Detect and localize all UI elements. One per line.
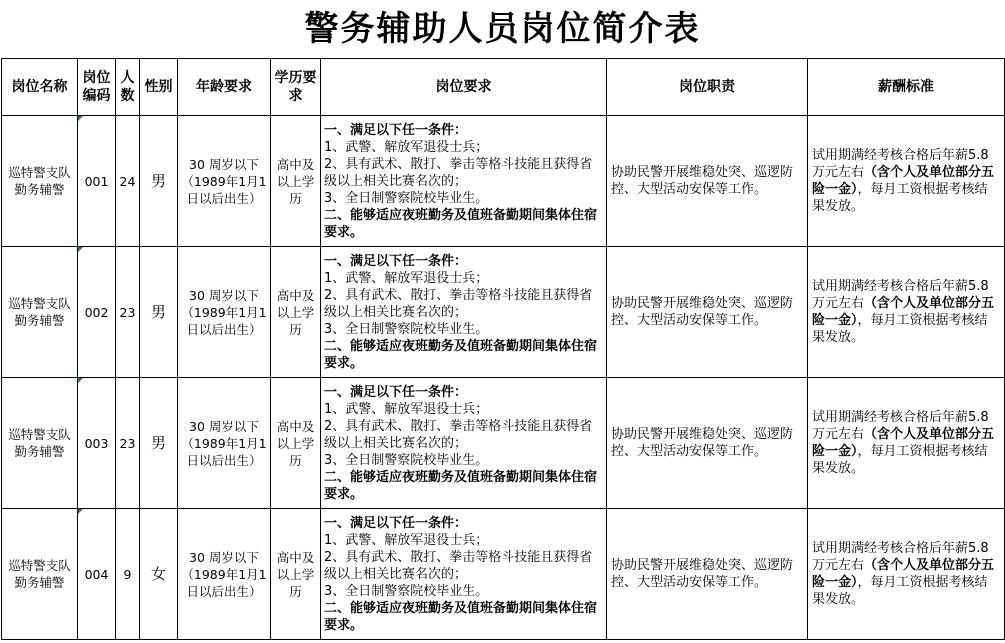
pay-text-1: 试用期满经考核合格后年薪5.8万元左右 — [812, 541, 989, 573]
header-age: 年龄要求 — [178, 59, 271, 116]
header-name: 岗位名称 — [2, 59, 78, 116]
table-row — [2, 509, 1005, 640]
req-item-3: 3、全日制警察院校毕业生。 — [324, 452, 489, 468]
pay-text-2: ，每月工资根据考核结果发放。 — [812, 313, 988, 345]
position-gender: 女 — [140, 509, 178, 640]
req-heading-1: 一、满足以下任一条件： — [324, 515, 468, 531]
header-edu: 学历要求 — [271, 59, 321, 116]
req-heading-2: 二、能够适应夜班勤务及值班备勤期间集体住宿要求。 — [324, 469, 598, 502]
position-name: 巡特警支队勤务辅警 — [2, 378, 78, 509]
position-count: 9 — [116, 509, 140, 640]
position-pay — [808, 116, 1005, 247]
req-item-2: 2、具有武术、散打、拳击等格斗技能且获得省级以上相关比赛名次的； — [324, 549, 593, 582]
position-requirements — [321, 378, 607, 509]
req-item-3: 3、全日制警察院校毕业生。 — [324, 583, 489, 599]
position-age: 30 周岁以下（1989年1月1日以后出生） — [178, 509, 271, 640]
position-edu: 高中及以上学历 — [271, 116, 321, 247]
position-requirements — [321, 116, 607, 247]
position-duty: 协助民警开展维稳处突、巡逻防控、大型活动安保等工作。 — [607, 509, 808, 640]
position-code: 004 — [78, 509, 116, 640]
pay-text-2: ，每月工资根据考核结果发放。 — [812, 182, 988, 214]
req-item-2: 2、具有武术、散打、拳击等格斗技能且获得省级以上相关比赛名次的； — [324, 156, 593, 189]
req-heading-2: 二、能够适应夜班勤务及值班备勤期间集体住宿要求。 — [324, 338, 598, 371]
position-pay — [808, 509, 1005, 640]
table-row — [2, 247, 1005, 378]
pay-text-bold: （含个人及单位部分五险一金） — [812, 558, 995, 590]
position-edu: 高中及以上学历 — [271, 247, 321, 378]
position-pay — [808, 378, 1005, 509]
req-item-1: 1、武警、解放军退役士兵； — [324, 532, 489, 548]
header-req: 岗位要求 — [321, 59, 607, 116]
table-row — [2, 116, 1005, 247]
positions-table — [1, 58, 1005, 640]
req-item-2: 2、具有武术、散打、拳击等格斗技能且获得省级以上相关比赛名次的； — [324, 287, 593, 320]
table-row — [2, 378, 1005, 509]
req-heading-2: 二、能够适应夜班勤务及值班备勤期间集体住宿要求。 — [324, 207, 598, 240]
req-item-3: 3、全日制警察院校毕业生。 — [324, 321, 489, 337]
position-duty: 协助民警开展维稳处突、巡逻防控、大型活动安保等工作。 — [607, 116, 808, 247]
position-count: 24 — [116, 116, 140, 247]
pay-text-bold: （含个人及单位部分五险一金） — [812, 296, 995, 328]
header-row — [2, 59, 1005, 116]
req-item-3: 3、全日制警察院校毕业生。 — [324, 190, 489, 206]
position-duty: 协助民警开展维稳处突、巡逻防控、大型活动安保等工作。 — [607, 247, 808, 378]
position-age: 30 周岁以下（1989年1月1日以后出生） — [178, 247, 271, 378]
req-heading-1: 一、满足以下任一条件： — [324, 122, 468, 138]
position-edu: 高中及以上学历 — [271, 378, 321, 509]
position-gender: 男 — [140, 116, 178, 247]
req-heading-1: 一、满足以下任一条件： — [324, 253, 468, 269]
header-pay: 薪酬标准 — [808, 59, 1005, 116]
position-duty: 协助民警开展维稳处突、巡逻防控、大型活动安保等工作。 — [607, 378, 808, 509]
document-title: 警务辅助人员岗位简介表 — [304, 9, 701, 49]
position-pay — [808, 247, 1005, 378]
position-name: 巡特警支队勤务辅警 — [2, 509, 78, 640]
position-requirements — [321, 247, 607, 378]
header-code: 岗位编码 — [78, 59, 116, 116]
pay-text-1: 试用期满经考核合格后年薪5.8万元左右 — [812, 148, 989, 180]
pay-text-1: 试用期满经考核合格后年薪5.8万元左右 — [812, 279, 989, 311]
pay-text-bold: （含个人及单位部分五险一金） — [812, 165, 995, 197]
pay-text-2: ，每月工资根据考核结果发放。 — [812, 575, 988, 607]
header-gender: 性别 — [140, 59, 178, 116]
position-gender: 男 — [140, 378, 178, 509]
pay-text-1: 试用期满经考核合格后年薪5.8万元左右 — [812, 410, 989, 442]
req-item-1: 1、武警、解放军退役士兵； — [324, 401, 489, 417]
req-heading-2: 二、能够适应夜班勤务及值班备勤期间集体住宿要求。 — [324, 600, 598, 633]
header-count: 人数 — [116, 59, 140, 116]
pay-text-bold: （含个人及单位部分五险一金） — [812, 427, 995, 459]
position-edu: 高中及以上学历 — [271, 509, 321, 640]
position-count: 23 — [116, 247, 140, 378]
position-name: 巡特警支队勤务辅警 — [2, 116, 78, 247]
header-duty: 岗位职责 — [607, 59, 808, 116]
position-requirements — [321, 509, 607, 640]
position-name: 巡特警支队勤务辅警 — [2, 247, 78, 378]
req-item-2: 2、具有武术、散打、拳击等格斗技能且获得省级以上相关比赛名次的； — [324, 418, 593, 451]
pay-text-2: ，每月工资根据考核结果发放。 — [812, 444, 988, 476]
req-item-1: 1、武警、解放军退役士兵； — [324, 270, 489, 286]
position-count: 23 — [116, 378, 140, 509]
position-age: 30 周岁以下（1989年1月1日以后出生） — [178, 116, 271, 247]
req-heading-1: 一、满足以下任一条件： — [324, 384, 468, 400]
position-age: 30 周岁以下（1989年1月1日以后出生） — [178, 378, 271, 509]
req-item-1: 1、武警、解放军退役士兵； — [324, 139, 489, 155]
position-code: 001 — [78, 116, 116, 247]
position-gender: 男 — [140, 247, 178, 378]
position-code: 002 — [78, 247, 116, 378]
position-code: 003 — [78, 378, 116, 509]
